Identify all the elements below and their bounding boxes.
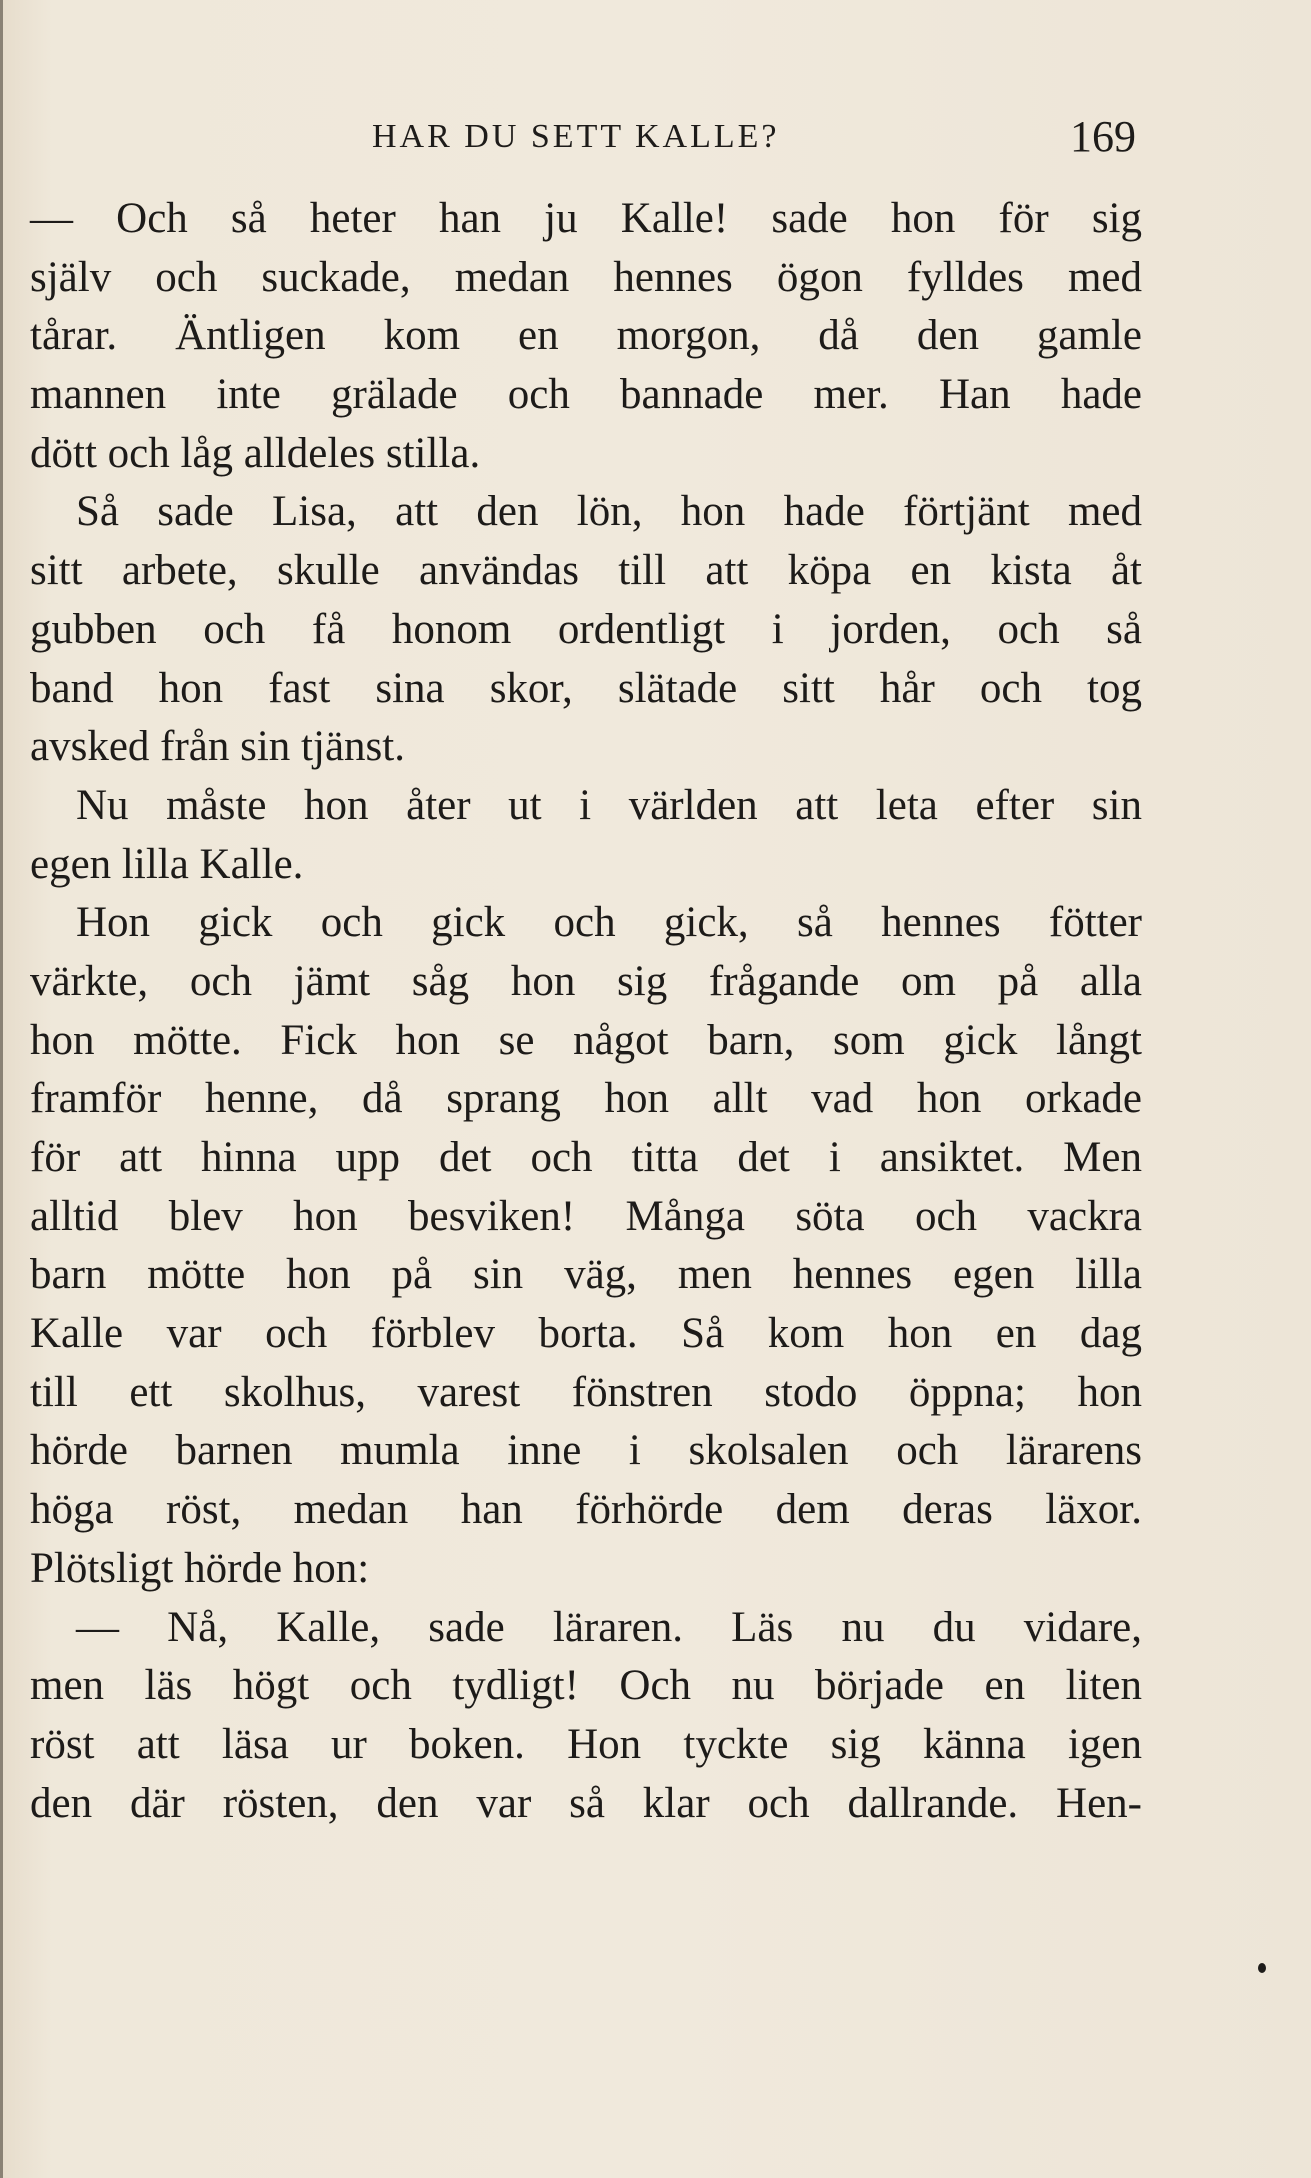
text-line: Plötsligt hörde hon: [30, 1544, 370, 1592]
text-line: Hon gick och gick och gick, så hennes fötter [76, 899, 1142, 947]
body-text [30, 190, 1142, 1833]
page-edge [0, 0, 3, 2178]
running-title: HAR DU SETT KALLE? [372, 118, 780, 155]
text-line: tårar. Äntligen kom en morgon, då den gamle [30, 312, 1142, 360]
text-line: den där rösten, den var så klar och dallrande. Hen- [30, 1779, 1142, 1827]
text-line: avsked från sin tjänst. [30, 723, 405, 771]
text-line: framför henne, då sprang hon allt vad hon orkade [30, 1075, 1142, 1123]
text-line: men läs högt och tydligt! Och nu började en liten [30, 1662, 1142, 1710]
text-line: sitt arbete, skulle användas till att köpa en kista åt [30, 547, 1142, 595]
text-line: barn mötte hon på sin väg, men hennes egen lilla [30, 1251, 1142, 1299]
text-line: dött och låg alldeles stilla. [30, 429, 481, 477]
text-line: egen lilla Kalle. [30, 840, 304, 888]
text-line: värkte, och jämt såg hon sig frågande om på alla [30, 957, 1142, 1005]
text-line: — Och så heter han ju Kalle! sade hon för sig [30, 195, 1142, 242]
text-line: till ett skolhus, varest fönstren stodo öppna; hon [30, 1368, 1142, 1416]
text-line: för att hinna upp det och titta det i ansiktet. Men [30, 1134, 1142, 1181]
text-line: själv och suckade, medan hennes ögon fylldes med [30, 253, 1142, 301]
text-line: alltid blev hon besviken! Många söta och vackra [30, 1192, 1142, 1240]
text-line: — Nå, Kalle, sade läraren. Läs nu du vidare, [76, 1603, 1142, 1651]
text-line: band hon fast sina skor, slätade sitt hår och tog [30, 664, 1142, 712]
page-header [0, 112, 1311, 162]
page-number: 169 [1070, 112, 1136, 161]
ink-speck [1258, 1963, 1266, 1973]
text-line: Kalle var och förblev borta. Så kom hon en dag [30, 1310, 1142, 1358]
text-line: mannen inte grälade och bannade mer. Han hade [30, 371, 1142, 419]
text-line: hon mötte. Fick hon se något barn, som gick långt [30, 1016, 1142, 1064]
text-line: Så sade Lisa, att den lön, hon hade förtjänt med [76, 488, 1142, 536]
text-line: Nu måste hon åter ut i världen att leta efter sin [76, 781, 1142, 829]
text-line: hörde barnen mumla inne i skolsalen och lärarens [30, 1427, 1142, 1475]
text-line: gubben och få honom ordentligt i jorden, och så [30, 605, 1142, 653]
text-line: höga röst, medan han förhörde dem deras läxor. [30, 1486, 1142, 1534]
text-line: röst att läsa ur boken. Hon tyckte sig känna igen [30, 1720, 1142, 1768]
